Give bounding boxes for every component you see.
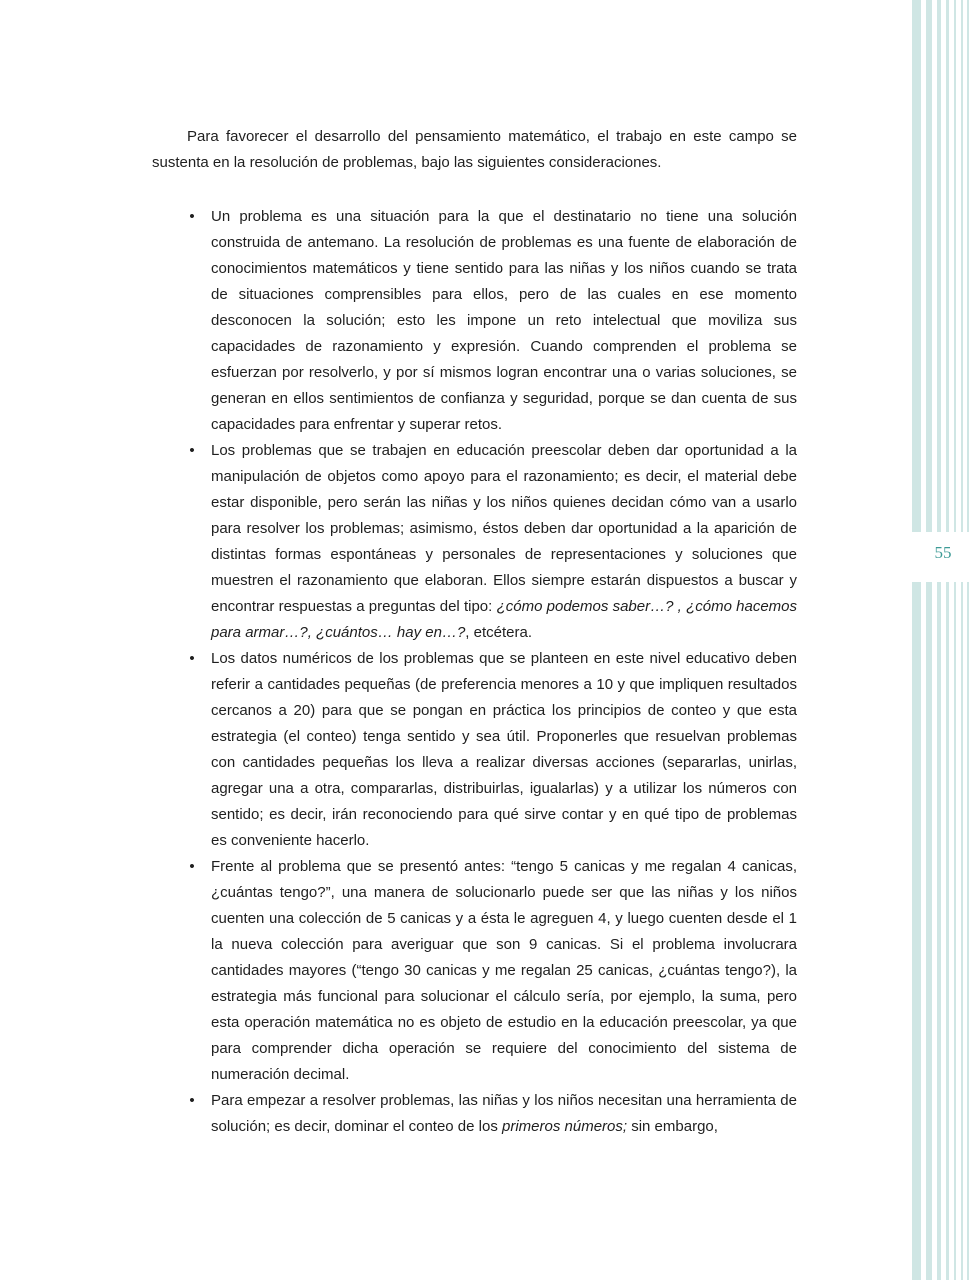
bullet-text: Los problemas que se trabajen en educación preescolar deben dar oportunidad a la manipulación de objetos como apoyo para el razonamiento; es decir, el material debe estar disponible, pero serán las niñas y los niños quienes decidan cómo van a usarlo para resolver los problemas; asimismo, éstos deben dar oportunidad a la aparición de distintas formas espontáneas y personales de representaciones y soluciones que muestren el razonamiento que elaboran. Ellos siempre estarán dispuestos a buscar y encontrar respuestas a preguntas del tipo: — [211, 442, 797, 615]
bullet-marker: • — [189, 858, 195, 875]
bullet-marker: • — [189, 208, 195, 225]
bullet-text: Los datos numéricos de los problemas que se planteen en este nivel educativo deben referir a cantidades pequeñas (de preferencia menores a 10 y que impliquen resultados cercanos a 20) para que se pongan en práctica los principios de conteo y que esta estrategia (el conteo) tenga sentido y sea útil. Proponerles que resuelvan problemas con cantidades pequeñas los lleva a realizar diversas acciones (separarlas, unirlas, agregar una a otra, compararlas, distribuirlas, igualarlas) y a utilizar los números con sentido; es decir, irán reconociendo para qué sirve contar y en qué tipo de problemas es conveniente hacerlo. — [211, 650, 797, 849]
margin-stripe — [937, 0, 941, 1280]
bullet-marker: • — [189, 650, 195, 667]
margin-stripe — [967, 0, 969, 1280]
bullet-item — [152, 854, 797, 1088]
bullet-text: , etcétera. — [465, 624, 532, 641]
bullet-marker: • — [189, 1092, 195, 1109]
bullet-text: Para empezar a resolver problemas, las niñas y los niños necesitan una herramienta de solución; es decir, dominar el conteo de los — [211, 1092, 797, 1135]
italic-text: ¿cómo podemos saber…? , ¿cómo hacemos para armar…?, ¿cuántos… hay en…? — [211, 598, 797, 641]
bullet-text: Frente al problema que se presentó antes: “tengo 5 canicas y me regalan 4 canicas, ¿cuántas tengo?”, una manera de solucionarlo puede ser que las niñas y los niños cuenten una colección de 5 canicas y a ésta le agreguen 4, y luego cuenten desde el 1 la nueva colección para averiguar que son 9 canicas. Si el problema involucrara cantidades mayores (“tengo 30 canicas y me regalan 25 canicas, ¿cuántas tengo?), la estrategia más funcional para solucionar el cálculo sería, por ejemplo, la suma, pero esta operación matemática no es objeto de estudio en la educación preescolar, ya que para comprender dicha operación se requiere del conocimiento del sistema de numeración decimal. — [211, 858, 797, 1083]
bullet-marker: • — [189, 442, 195, 459]
margin-stripe — [946, 0, 949, 1280]
margin-stripe — [912, 0, 921, 1280]
bullet-item — [152, 1088, 797, 1140]
bullet-text: Un problema es una situación para la que el destinatario no tiene una solución construida de antemano. La resolución de problemas es una fuente de elaboración de conocimientos matemáticos y tiene sentido para las niñas y los niños cuando se trata de situaciones comprensibles para ellos, pero de las cuales en ese momento desconocen la solución; esto les impone un reto intelectual que moviliza sus capacidades de razonamiento y expresión. Cuando comprenden el problema se esfuerzan por resolverlo, y por sí mismos logran encontrar una o varias soluciones, se generan en ellos sentimientos de confianza y seguridad, porque se dan cuenta de sus capacidades para enfrentar y superar retos. — [211, 208, 797, 433]
intro-paragraph: Para favorecer el desarrollo del pensamiento matemático, el trabajo en este campo se sustenta en la resolución de problemas, bajo las siguientes consideraciones. — [152, 128, 797, 171]
bullet-text: sin embargo, — [627, 1118, 718, 1135]
margin-stripe — [926, 0, 932, 1280]
bullet-item — [152, 204, 797, 438]
bullet-list — [152, 204, 797, 1140]
italic-text: primeros números; — [502, 1118, 628, 1135]
bullet-item — [152, 646, 797, 854]
body-text — [152, 124, 797, 1140]
page-number: 55 — [934, 543, 952, 562]
margin-stripe — [954, 0, 956, 1280]
bullet-item — [152, 438, 797, 646]
margin-stripe — [961, 0, 963, 1280]
